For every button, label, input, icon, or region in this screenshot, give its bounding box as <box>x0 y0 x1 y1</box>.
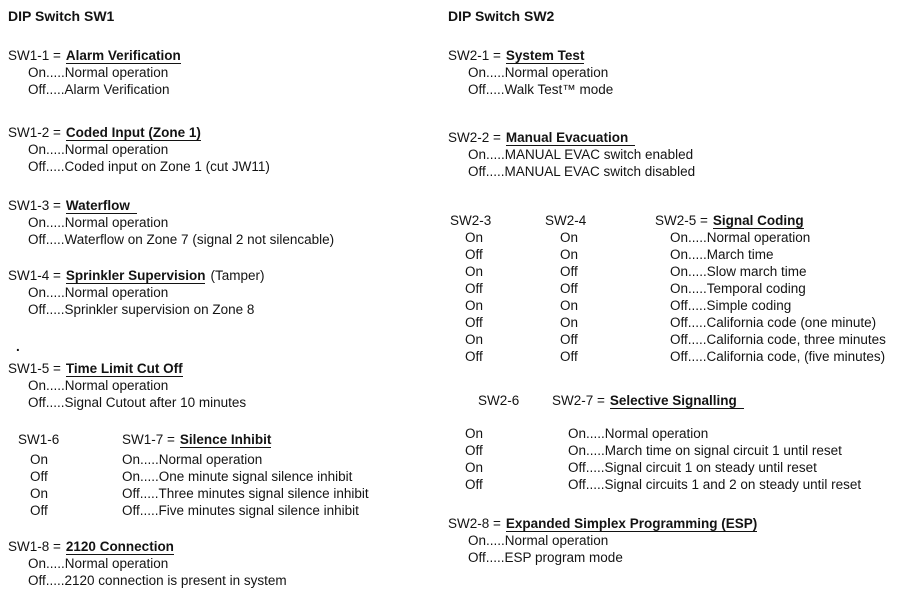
sw1-4-title-suffix: (Tamper) <box>210 268 265 283</box>
table-row-cell: Off <box>465 443 483 458</box>
sw2-2-switch-title: Manual Evacuation <box>506 130 635 146</box>
sw2-7-heading <box>552 392 920 409</box>
sw1-2-option-off: Off.....Coded input on Zone 1 (cut JW11) <box>28 159 270 174</box>
sw1-1-switch-id: SW1-1 = <box>8 48 61 63</box>
sw2-1-option-off: Off.....Walk Test™ mode <box>468 82 614 97</box>
sw1-4-option-on: On.....Normal operation <box>28 285 169 300</box>
sw1-column-title: DIP Switch SW1 <box>8 8 115 24</box>
table-row-cell: On.....Normal operation <box>670 230 811 245</box>
table-row-cell: Off.....Signal circuits 1 and 2 on steady until reset <box>568 477 862 492</box>
sw1-3-option-on: On.....Normal operation <box>28 215 169 230</box>
signal-coding-table <box>448 212 920 365</box>
table-row-cell: On.....March time <box>670 247 774 262</box>
table-row-cell: Off.....Five minutes signal silence inhibit <box>122 503 359 518</box>
sw2-8-option-off: Off.....ESP program mode <box>468 550 623 565</box>
sw2-8-switch-id: SW2-8 = <box>448 516 501 531</box>
section-sw1-4 <box>8 267 444 318</box>
sw1-5-heading <box>8 360 444 377</box>
sw1-8-option-off: Off.....2120 connection is present in system <box>28 573 287 588</box>
sw2-2-option-on: On.....MANUAL EVAC switch enabled <box>468 147 694 162</box>
sw1-1-option-off: Off.....Alarm Verification <box>28 82 170 97</box>
sw1-5-option-off: Off.....Signal Cutout after 10 minutes <box>28 395 247 410</box>
section-sw2-8 <box>448 515 920 566</box>
stray-period-mark: . <box>16 339 20 354</box>
sw2-5-heading <box>653 212 920 229</box>
table-row-cell: On <box>560 247 579 262</box>
sw2-8-option-on: On.....Normal operation <box>468 533 609 548</box>
sw2-8-switch-title: Expanded Simplex Programming (ESP) <box>505 516 758 531</box>
sw1-4-switch-title: Sprinkler Supervision <box>65 268 206 283</box>
silence-inhibit-table <box>8 431 444 519</box>
sw1-3-option-off: Off.....Waterflow on Zone 7 (signal 2 not silencable) <box>28 232 335 247</box>
sw1-1-option-on: On.....Normal operation <box>28 65 169 80</box>
table-row-cell: On.....One minute signal silence inhibit <box>122 469 353 484</box>
sw2-8-heading <box>448 515 920 532</box>
table-row-cell: On.....March time on signal circuit 1 until reset <box>568 443 842 458</box>
table-row-cell: Off.....California code, three minutes <box>670 332 886 347</box>
sw2-7-switch-title: Selective Signalling <box>610 393 744 409</box>
table-row-cell: On <box>465 264 484 279</box>
sw2-2-option-off: Off.....MANUAL EVAC switch disabled <box>468 164 696 179</box>
table-row-cell: On <box>465 332 484 347</box>
table-row-cell: Off <box>465 247 483 262</box>
section-sw1-1 <box>8 47 444 98</box>
sw2-1-option-on: On.....Normal operation <box>468 65 609 80</box>
table-row-cell: On <box>560 230 579 245</box>
sw1-4-option-off: Off.....Sprinkler supervision on Zone 8 <box>28 302 255 317</box>
table-header-gap <box>448 409 920 425</box>
table-row-cell: On <box>465 298 484 313</box>
table-row-cell: On <box>465 426 484 441</box>
sw1-3-heading <box>8 197 444 214</box>
table-row-cell: Off <box>560 281 578 296</box>
sw2-1-switch-id: SW2-1 = <box>448 48 501 63</box>
sw2-column-title: DIP Switch SW2 <box>448 8 555 24</box>
sw1-4-heading <box>8 267 444 284</box>
column-sw1 <box>8 8 444 589</box>
sw1-5-option-on: On.....Normal operation <box>28 378 169 393</box>
sw1-7-switch-title: Silence Inhibit <box>179 432 272 447</box>
table-row-cell: Off.....Signal circuit 1 on steady until reset <box>568 460 817 475</box>
sw1-3-switch-id: SW1-3 = <box>8 198 61 213</box>
sw1-2-switch-id: SW1-2 = <box>8 125 61 140</box>
sw2-6-column-header: SW2-6 <box>478 393 520 408</box>
column-sw2 <box>448 8 920 566</box>
table-row-cell: Off <box>465 315 483 330</box>
table-row-cell: On.....Normal operation <box>568 426 709 441</box>
sw2-1-switch-title: System Test <box>505 48 585 63</box>
sw2-1-heading <box>448 47 920 64</box>
table-row-cell: Off <box>465 349 483 364</box>
sw1-7-heading <box>112 431 444 448</box>
sw1-8-switch-title: 2120 Connection <box>65 539 174 554</box>
sw1-8-heading <box>8 538 444 555</box>
table-row-cell: Off.....California code (one minute) <box>670 315 877 330</box>
table-row-cell: Off <box>30 469 48 484</box>
sw1-4-switch-id: SW1-4 = <box>8 268 61 283</box>
sw1-2-heading <box>8 124 444 141</box>
table-row-cell: Off <box>465 281 483 296</box>
sw2-4-column-header: SW2-4 <box>545 213 587 228</box>
table-row-cell: Off <box>560 264 578 279</box>
section-sw2-2 <box>448 129 920 180</box>
table-row-cell: On <box>560 298 579 313</box>
section-sw1-2 <box>8 124 444 175</box>
section-sw1-3 <box>8 197 444 248</box>
sw1-5-switch-id: SW1-5 = <box>8 361 61 376</box>
table-row-cell: On.....Slow march time <box>670 264 807 279</box>
table-row-cell: On <box>30 452 49 467</box>
sw2-2-heading <box>448 129 920 146</box>
table-row-cell: Off <box>560 332 578 347</box>
sw1-2-option-on: On.....Normal operation <box>28 142 169 157</box>
table-row-cell: On <box>465 460 484 475</box>
table-row-cell: Off <box>30 503 48 518</box>
sw1-5-switch-title: Time Limit Cut Off <box>65 361 183 376</box>
sw1-7-switch-id: SW1-7 = <box>122 432 175 447</box>
sw2-5-switch-id: SW2-5 = <box>655 213 708 228</box>
sw1-3-switch-title: Waterflow <box>66 198 137 214</box>
sw1-6-column-header: SW1-6 <box>18 432 60 447</box>
table-row-cell: Off.....Three minutes signal silence inhibit <box>122 486 369 501</box>
selective-signalling-table <box>448 392 920 493</box>
table-row-cell: On <box>560 315 579 330</box>
sw1-2-switch-title: Coded Input (Zone 1) <box>65 125 201 140</box>
sw1-8-switch-id: SW1-8 = <box>8 539 61 554</box>
table-row-cell: Off <box>465 477 483 492</box>
table-row-cell: Off.....Simple coding <box>670 298 792 313</box>
section-sw2-1 <box>448 47 920 98</box>
table-row-cell: Off <box>560 349 578 364</box>
sw1-1-switch-title: Alarm Verification <box>65 48 181 63</box>
sw1-1-heading <box>8 47 444 64</box>
table-row-cell: Off.....California code, (five minutes) <box>670 349 886 364</box>
table-row-cell: On <box>30 486 49 501</box>
section-sw1-5 <box>8 360 444 411</box>
sw2-5-switch-title: Signal Coding <box>712 213 804 228</box>
sw2-2-switch-id: SW2-2 = <box>448 130 501 145</box>
sw1-8-option-on: On.....Normal operation <box>28 556 169 571</box>
sw2-7-switch-id: SW2-7 = <box>552 393 605 408</box>
table-row-cell: On.....Temporal coding <box>670 281 806 296</box>
table-row-cell: On.....Normal operation <box>122 452 263 467</box>
sw2-3-column-header: SW2-3 <box>450 213 492 228</box>
section-sw1-8 <box>8 538 444 589</box>
table-row-cell: On <box>465 230 484 245</box>
